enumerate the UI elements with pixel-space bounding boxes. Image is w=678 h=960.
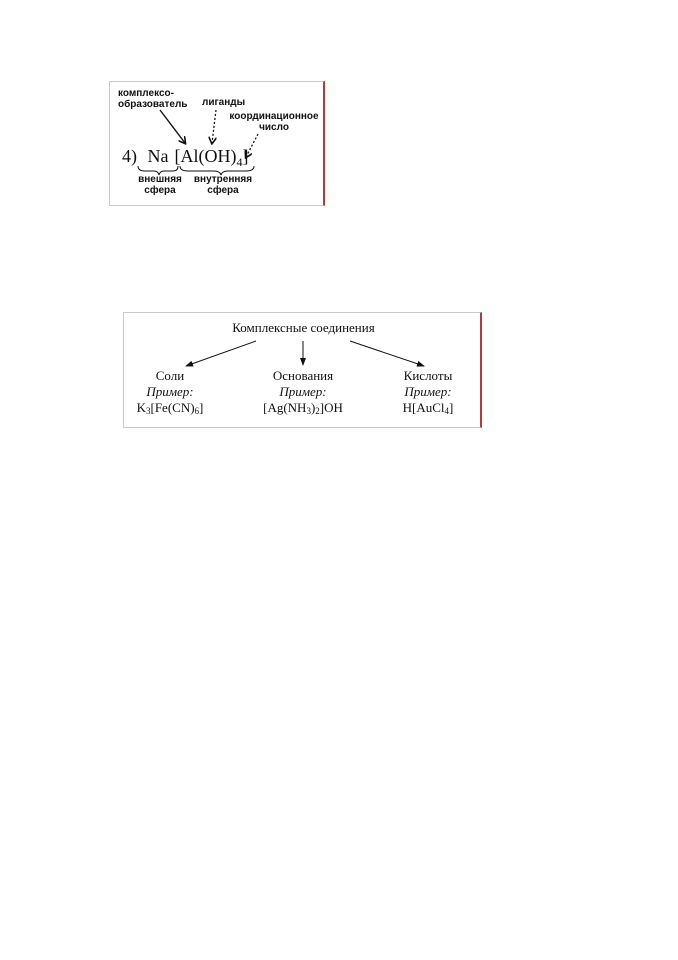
arrow-to-acids	[350, 341, 424, 366]
arrow-to-central-atom	[160, 110, 185, 143]
label-outer-sphere-line2: сфера	[144, 185, 176, 196]
label-inner-sphere-line2: сфера	[207, 185, 239, 196]
label-inner-sphere-line1: внутренняя	[193, 174, 253, 185]
arrow-to-coordination-number	[246, 134, 258, 157]
category-bases-name: Основания	[272, 368, 334, 383]
label-complexing-agent-line2: образователь	[118, 99, 188, 110]
brace-inner-sphere	[180, 166, 254, 175]
label-ligands: лиганды	[202, 97, 246, 108]
label-coordination-number-line1: координационное	[229, 111, 319, 122]
formula-subscript: 4	[236, 155, 243, 169]
category-bases	[253, 368, 353, 416]
label-coordination-number-line2: число	[259, 122, 289, 133]
category-salts-name: Соли	[155, 368, 185, 383]
brace-outer-sphere	[138, 166, 178, 175]
arrow-to-ligands	[212, 110, 216, 143]
label-outer-sphere-line1: внешняя	[138, 174, 182, 185]
figure1-arrows	[110, 82, 326, 207]
arrow-to-salts	[186, 341, 256, 366]
classification-title: Комплексные соединения	[232, 320, 375, 335]
category-salts-example-label: Пример:	[146, 384, 194, 399]
label-complexing-agent-line1: комплексо-	[118, 88, 174, 99]
category-salts	[134, 368, 206, 416]
category-acids-formula: H[AuCl$_4$]	[402, 400, 454, 416]
category-salts-formula: $K_3[Fe(CN)_6]$	[136, 400, 204, 416]
formula-close-bracket: ]	[242, 146, 249, 166]
formula-inner-sphere: [Al(OH)	[174, 146, 237, 166]
formula-number: 4)	[122, 146, 137, 166]
category-bases-example-label: Пример:	[279, 384, 327, 399]
complex-classification-figure	[123, 312, 482, 428]
category-bases-formula: $[Ag(NH_3)_2]OH$	[263, 400, 343, 416]
formula-outer-ion: Na	[147, 146, 169, 166]
category-acids-example-label: Пример:	[404, 384, 452, 399]
complex-structure-figure	[109, 81, 325, 206]
category-acids	[392, 368, 464, 416]
category-acids-name: Кислоты	[403, 368, 453, 383]
